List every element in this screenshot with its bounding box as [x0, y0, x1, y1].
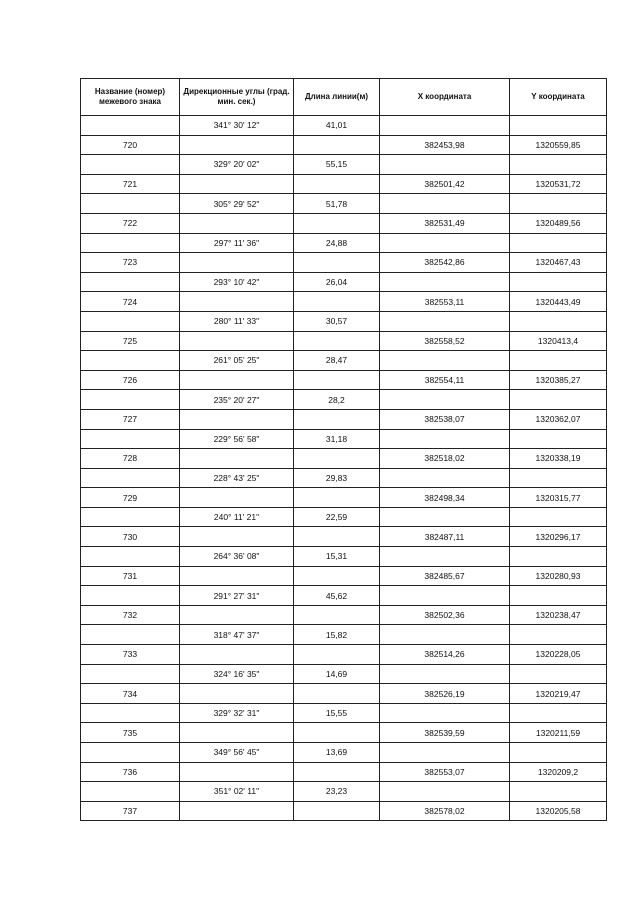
- table-row: [81, 488, 607, 508]
- table-row: [81, 390, 607, 410]
- table-row: [81, 155, 607, 175]
- x-coordinate-cell: 382554,11: [380, 370, 510, 390]
- marker-name-cell: [81, 155, 180, 175]
- y-coordinate-cell: [510, 233, 607, 253]
- line-length-cell: 55,15: [294, 155, 380, 175]
- table-row: [81, 645, 607, 665]
- table-header-row: [81, 79, 607, 116]
- x-coordinate-cell: [380, 272, 510, 292]
- direction-angle-cell: [180, 488, 294, 508]
- y-coordinate-cell: 1320443,49: [510, 292, 607, 312]
- marker-name-cell: 721: [81, 174, 180, 194]
- direction-angle-cell: 240° 11' 21": [180, 507, 294, 527]
- direction-angle-cell: [180, 527, 294, 547]
- line-length-cell: [294, 527, 380, 547]
- x-coordinate-cell: 382501,42: [380, 174, 510, 194]
- x-coordinate-cell: [380, 233, 510, 253]
- table-row: [81, 743, 607, 763]
- y-coordinate-cell: 1320219,47: [510, 684, 607, 704]
- direction-angle-cell: 293° 10' 42": [180, 272, 294, 292]
- table-row: [81, 331, 607, 351]
- y-coordinate-cell: [510, 429, 607, 449]
- table-row: [81, 664, 607, 684]
- y-coordinate-cell: 1320205,58: [510, 801, 607, 821]
- x-coordinate-cell: [380, 703, 510, 723]
- x-coordinate-cell: 382542,86: [380, 253, 510, 273]
- direction-angle-cell: [180, 645, 294, 665]
- marker-name-cell: 732: [81, 605, 180, 625]
- x-coordinate-cell: 382526,19: [380, 684, 510, 704]
- y-coordinate-cell: 1320280,93: [510, 566, 607, 586]
- x-coordinate-cell: 382485,67: [380, 566, 510, 586]
- y-coordinate-cell: [510, 272, 607, 292]
- x-coordinate-cell: 382539,59: [380, 723, 510, 743]
- line-length-cell: [294, 684, 380, 704]
- y-coordinate-cell: [510, 507, 607, 527]
- marker-name-cell: [81, 664, 180, 684]
- x-coordinate-cell: [380, 586, 510, 606]
- y-coordinate-cell: 1320489,56: [510, 213, 607, 233]
- x-coordinate-cell: 382487,11: [380, 527, 510, 547]
- x-coordinate-cell: [380, 390, 510, 410]
- x-coordinate-cell: 382538,07: [380, 409, 510, 429]
- table-row: [81, 194, 607, 214]
- direction-angle-cell: 324° 16' 35": [180, 664, 294, 684]
- direction-angle-cell: 329° 32' 31": [180, 703, 294, 723]
- line-length-cell: [294, 292, 380, 312]
- y-coordinate-cell: 1320211,59: [510, 723, 607, 743]
- marker-name-cell: [81, 351, 180, 371]
- x-coordinate-cell: 382553,11: [380, 292, 510, 312]
- x-coordinate-cell: [380, 351, 510, 371]
- y-coordinate-cell: [510, 351, 607, 371]
- y-coordinate-cell: [510, 547, 607, 567]
- table-row: [81, 292, 607, 312]
- direction-angle-cell: 305° 29' 52": [180, 194, 294, 214]
- table-row: [81, 684, 607, 704]
- line-length-cell: 15,55: [294, 703, 380, 723]
- direction-angle-cell: [180, 213, 294, 233]
- line-length-cell: 15,31: [294, 547, 380, 567]
- x-coordinate-cell: [380, 194, 510, 214]
- x-coordinate-cell: [380, 743, 510, 763]
- line-length-cell: [294, 488, 380, 508]
- x-coordinate-cell: 382453,98: [380, 135, 510, 155]
- header-y-coordinate: Y координата: [510, 79, 607, 116]
- y-coordinate-cell: [510, 311, 607, 331]
- direction-angle-cell: [180, 253, 294, 273]
- y-coordinate-cell: 1320296,17: [510, 527, 607, 547]
- x-coordinate-cell: [380, 664, 510, 684]
- table-row: [81, 605, 607, 625]
- line-length-cell: [294, 370, 380, 390]
- y-coordinate-cell: [510, 664, 607, 684]
- line-length-cell: [294, 213, 380, 233]
- table-row: [81, 233, 607, 253]
- direction-angle-cell: [180, 762, 294, 782]
- table-row: [81, 370, 607, 390]
- y-coordinate-cell: [510, 390, 607, 410]
- table-row: [81, 449, 607, 469]
- direction-angle-cell: 341° 30' 12": [180, 116, 294, 136]
- y-coordinate-cell: 1320531,72: [510, 174, 607, 194]
- direction-angle-cell: 291° 27' 31": [180, 586, 294, 606]
- marker-name-cell: 734: [81, 684, 180, 704]
- y-coordinate-cell: [510, 194, 607, 214]
- direction-angle-cell: [180, 135, 294, 155]
- direction-angle-cell: [180, 449, 294, 469]
- direction-angle-cell: 235° 20' 27": [180, 390, 294, 410]
- y-coordinate-cell: 1320228,05: [510, 645, 607, 665]
- marker-name-cell: 737: [81, 801, 180, 821]
- marker-name-cell: 736: [81, 762, 180, 782]
- direction-angle-cell: 318° 47' 37": [180, 625, 294, 645]
- marker-name-cell: [81, 390, 180, 410]
- x-coordinate-cell: 382498,34: [380, 488, 510, 508]
- y-coordinate-cell: 1320315,77: [510, 488, 607, 508]
- marker-name-cell: 724: [81, 292, 180, 312]
- y-coordinate-cell: 1320559,85: [510, 135, 607, 155]
- line-length-cell: 45,62: [294, 586, 380, 606]
- direction-angle-cell: 229° 56' 58": [180, 429, 294, 449]
- table-row: [81, 801, 607, 821]
- marker-name-cell: [81, 703, 180, 723]
- table-row: [81, 429, 607, 449]
- line-length-cell: 26,04: [294, 272, 380, 292]
- marker-name-cell: 733: [81, 645, 180, 665]
- line-length-cell: 51,78: [294, 194, 380, 214]
- y-coordinate-cell: 1320467,43: [510, 253, 607, 273]
- marker-name-cell: [81, 743, 180, 763]
- line-length-cell: [294, 409, 380, 429]
- direction-angle-cell: [180, 292, 294, 312]
- table-row: [81, 409, 607, 429]
- line-length-cell: 13,69: [294, 743, 380, 763]
- direction-angle-cell: 297° 11' 36": [180, 233, 294, 253]
- direction-angle-cell: 280° 11' 33": [180, 311, 294, 331]
- y-coordinate-cell: 1320238,47: [510, 605, 607, 625]
- header-marker-name: Название (номер) межевого знака: [81, 79, 180, 116]
- y-coordinate-cell: 1320209,2: [510, 762, 607, 782]
- y-coordinate-cell: 1320362,07: [510, 409, 607, 429]
- x-coordinate-cell: [380, 311, 510, 331]
- line-length-cell: [294, 801, 380, 821]
- y-coordinate-cell: [510, 703, 607, 723]
- table-row: [81, 351, 607, 371]
- line-length-cell: 15,82: [294, 625, 380, 645]
- line-length-cell: [294, 253, 380, 273]
- marker-name-cell: [81, 468, 180, 488]
- marker-name-cell: [81, 547, 180, 567]
- table-row: [81, 723, 607, 743]
- direction-angle-cell: [180, 566, 294, 586]
- marker-name-cell: [81, 116, 180, 136]
- table-row: [81, 586, 607, 606]
- line-length-cell: 30,57: [294, 311, 380, 331]
- y-coordinate-cell: [510, 468, 607, 488]
- direction-angle-cell: [180, 174, 294, 194]
- x-coordinate-cell: [380, 507, 510, 527]
- direction-angle-cell: [180, 331, 294, 351]
- marker-name-cell: 725: [81, 331, 180, 351]
- marker-name-cell: 727: [81, 409, 180, 429]
- header-line-length: Длина линии(м): [294, 79, 380, 116]
- line-length-cell: 24,88: [294, 233, 380, 253]
- direction-angle-cell: 261° 05' 25": [180, 351, 294, 371]
- table-row: [81, 468, 607, 488]
- y-coordinate-cell: 1320338,19: [510, 449, 607, 469]
- table-row: [81, 253, 607, 273]
- header-direction-angle: Дирекционные углы (град. мин. сек.): [180, 79, 294, 116]
- marker-name-cell: 735: [81, 723, 180, 743]
- marker-name-cell: [81, 311, 180, 331]
- line-length-cell: [294, 645, 380, 665]
- marker-name-cell: 729: [81, 488, 180, 508]
- marker-name-cell: [81, 233, 180, 253]
- direction-angle-cell: [180, 605, 294, 625]
- x-coordinate-cell: 382518,02: [380, 449, 510, 469]
- marker-name-cell: 728: [81, 449, 180, 469]
- y-coordinate-cell: [510, 782, 607, 802]
- marker-name-cell: [81, 194, 180, 214]
- line-length-cell: 31,18: [294, 429, 380, 449]
- table-row: [81, 311, 607, 331]
- line-length-cell: 23,23: [294, 782, 380, 802]
- table-row: [81, 116, 607, 136]
- line-length-cell: [294, 331, 380, 351]
- y-coordinate-cell: [510, 625, 607, 645]
- x-coordinate-cell: [380, 625, 510, 645]
- x-coordinate-cell: [380, 155, 510, 175]
- line-length-cell: 41,01: [294, 116, 380, 136]
- table-row: [81, 782, 607, 802]
- line-length-cell: [294, 135, 380, 155]
- header-x-coordinate: X координата: [380, 79, 510, 116]
- table-row: [81, 762, 607, 782]
- line-length-cell: 22,59: [294, 507, 380, 527]
- line-length-cell: [294, 449, 380, 469]
- line-length-cell: 28,2: [294, 390, 380, 410]
- x-coordinate-cell: 382514,26: [380, 645, 510, 665]
- y-coordinate-cell: [510, 155, 607, 175]
- direction-angle-cell: 264° 36' 08": [180, 547, 294, 567]
- table-row: [81, 213, 607, 233]
- marker-name-cell: [81, 429, 180, 449]
- direction-angle-cell: [180, 370, 294, 390]
- table-row: [81, 703, 607, 723]
- direction-angle-cell: [180, 723, 294, 743]
- boundary-coordinates-table: [80, 78, 607, 821]
- y-coordinate-cell: 1320385,27: [510, 370, 607, 390]
- direction-angle-cell: 349° 56' 45": [180, 743, 294, 763]
- table-row: [81, 527, 607, 547]
- marker-name-cell: [81, 625, 180, 645]
- y-coordinate-cell: 1320413,4: [510, 331, 607, 351]
- x-coordinate-cell: [380, 116, 510, 136]
- direction-angle-cell: 329° 20' 02": [180, 155, 294, 175]
- table-row: [81, 566, 607, 586]
- x-coordinate-cell: [380, 468, 510, 488]
- direction-angle-cell: 351° 02' 11": [180, 782, 294, 802]
- marker-name-cell: [81, 272, 180, 292]
- table-row: [81, 174, 607, 194]
- direction-angle-cell: [180, 684, 294, 704]
- marker-name-cell: 730: [81, 527, 180, 547]
- x-coordinate-cell: [380, 547, 510, 567]
- direction-angle-cell: [180, 801, 294, 821]
- marker-name-cell: [81, 586, 180, 606]
- line-length-cell: 29,83: [294, 468, 380, 488]
- table-row: [81, 135, 607, 155]
- table-row: [81, 507, 607, 527]
- direction-angle-cell: [180, 409, 294, 429]
- x-coordinate-cell: 382558,52: [380, 331, 510, 351]
- x-coordinate-cell: 382531,49: [380, 213, 510, 233]
- marker-name-cell: 720: [81, 135, 180, 155]
- direction-angle-cell: 228° 43' 25": [180, 468, 294, 488]
- marker-name-cell: 722: [81, 213, 180, 233]
- table-row: [81, 625, 607, 645]
- line-length-cell: [294, 566, 380, 586]
- x-coordinate-cell: [380, 429, 510, 449]
- x-coordinate-cell: 382502,36: [380, 605, 510, 625]
- marker-name-cell: 726: [81, 370, 180, 390]
- y-coordinate-cell: [510, 586, 607, 606]
- marker-name-cell: [81, 782, 180, 802]
- x-coordinate-cell: [380, 782, 510, 802]
- line-length-cell: [294, 174, 380, 194]
- table-row: [81, 272, 607, 292]
- line-length-cell: [294, 723, 380, 743]
- y-coordinate-cell: [510, 743, 607, 763]
- y-coordinate-cell: [510, 116, 607, 136]
- line-length-cell: 14,69: [294, 664, 380, 684]
- x-coordinate-cell: 382553,07: [380, 762, 510, 782]
- marker-name-cell: [81, 507, 180, 527]
- line-length-cell: [294, 605, 380, 625]
- marker-name-cell: 731: [81, 566, 180, 586]
- marker-name-cell: 723: [81, 253, 180, 273]
- line-length-cell: [294, 762, 380, 782]
- x-coordinate-cell: 382578,02: [380, 801, 510, 821]
- table-row: [81, 547, 607, 567]
- line-length-cell: 28,47: [294, 351, 380, 371]
